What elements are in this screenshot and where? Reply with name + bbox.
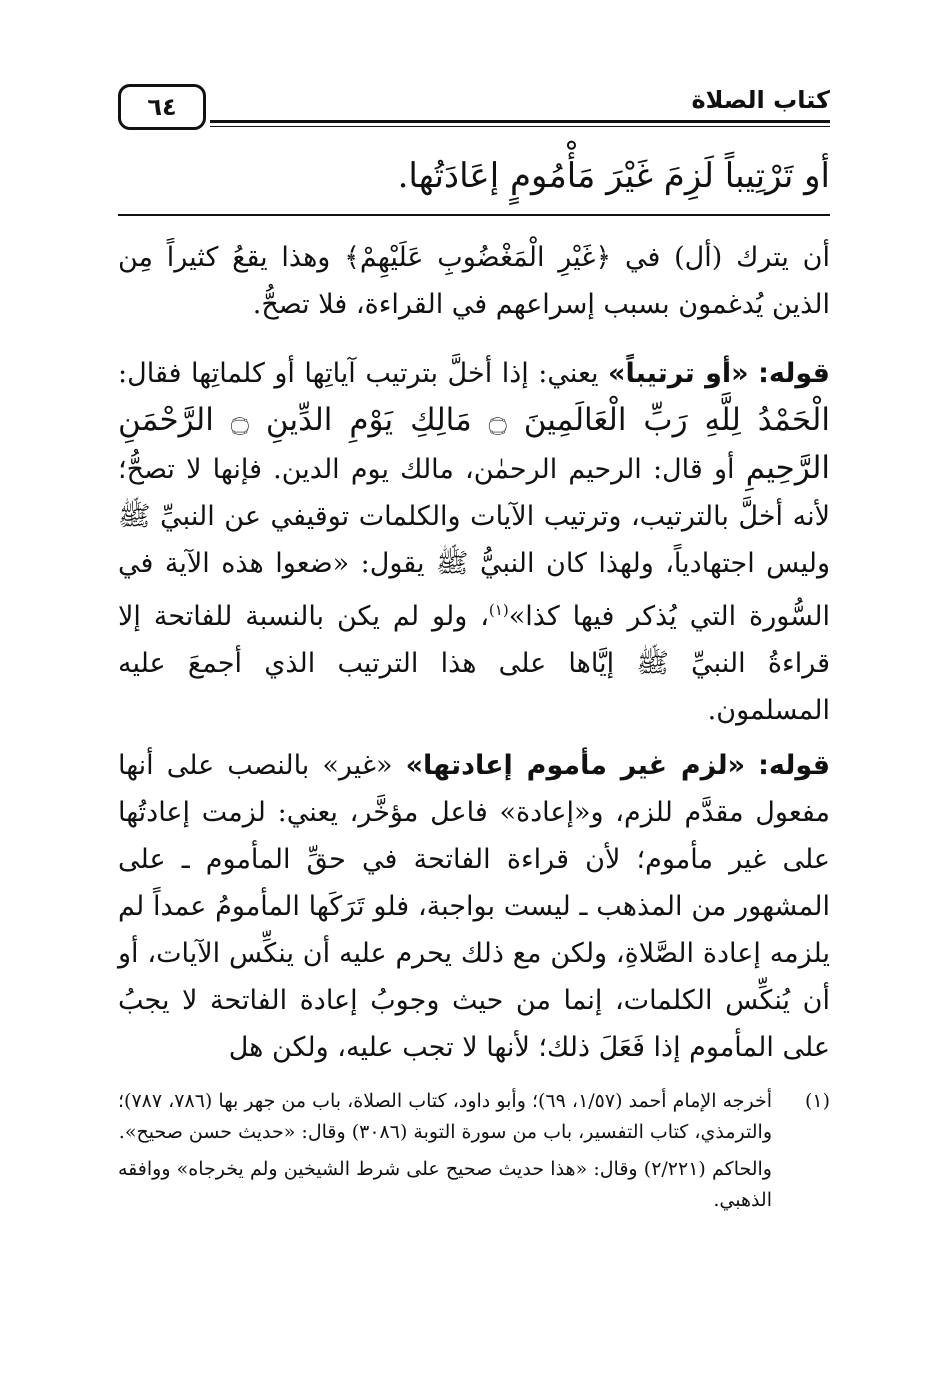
matn-text: أو تَرْتِيباً لَزِمَ غَيْرَ مَأْمُومٍ إعَادَتُها.	[397, 156, 830, 196]
paragraph-lead: قوله:	[758, 358, 830, 389]
paragraph-lead: قوله:	[758, 750, 830, 781]
book-title: كتاب الصلاة	[691, 86, 830, 114]
quoted-matn: «لزم غير مأموم إعادتها»	[405, 750, 746, 781]
paragraph-text: ، ولو لم يكن بالنسبة للفاتحة إلا قراءةُ النبيِّ ﷺ إيَّاها على هذا الترتيب الذي أجمعَ عليه المسلمون.	[118, 601, 830, 726]
paragraph-text: «غير» بالنصب على أنها مفعول مقدَّم للزم، و«إعادة» فاعل مؤخَّر، يعني: لزمت إعادتُها على غير مأموم؛ لأن قراءة الفاتحة في حقِّ المأموم ـ على المشهور من المذهب ـ ليست بواجبة، فلو تَرَكَها المأمومُ عمداً لم يلزمه إعادة الصَّلاةِ، ولكن مع ذلك يحرم عليه أن ينكِّس الآيات، أو أن يُنكِّس الكلمات، إنما من حيث وجوبُ إعادة الفاتحة لا يجبُ على المأموم إذا فَعَلَ ذلك؛ لأنها لا تجب عليه، ولكن هل	[118, 750, 830, 1063]
paragraph-1: أن يترك (أل) في ﴿غَيْرِ الْمَغْضُوبِ عَلَيْهِمْ﴾ وهذا يقعُ كثيراً مِن الذين يُدغمون بسبب إسراعهم في القراءة، فلا تصحُّ.	[118, 242, 830, 320]
paragraph-text: يعني: إذا أخلَّ بترتيب آياتِها أو كلماتِها فقال:	[118, 358, 599, 389]
footnote-number: (١)	[804, 1090, 830, 1112]
footnote-text: والحاكم (٢/٢٢١) وقال: «هذا حديث صحيح على شرط الشيخين ولم يخرجاه» ووافقه الذهبي.	[118, 1158, 772, 1211]
paragraph-3	[118, 742, 830, 1071]
quoted-matn: «أو ترتيباً»	[608, 358, 749, 389]
paragraph-text: أو قال: الرحيم الرحمٰن، مالك يوم الدين. فإنها لا تصحُّ؛ لأنه أخلَّ بالترتيب، وترتيب الآيات والكلمات توقيفي عن النبيِّ ﷺ وليس اجتهادياً، ولهذا كان النبيُّ ﷺ يقول: «ضعوا هذه الآية في السُّورة التي يُذكر فيها كذا»	[118, 454, 830, 632]
footnote-reference[interactable]: (١)	[488, 601, 509, 619]
header-rule-thin	[210, 126, 830, 127]
quran-verses: الْحَمْدُ لِلَّهِ رَبِّ الْعَالَمِينَ ۝ مَالِكِ يَوْمِ الدِّينِ ۝ الرَّحْمَنِ الرَّحِيمِ	[118, 402, 830, 486]
header-rule	[210, 120, 830, 123]
footnote	[118, 1086, 830, 1216]
matn-separator	[118, 214, 830, 216]
paragraph-2	[118, 350, 830, 734]
footnotes	[118, 1086, 830, 1216]
page-number: ٦٤	[118, 84, 206, 130]
page-header	[118, 84, 830, 134]
footnote-text: أخرجه الإمام أحمد (١/٥٧، ٦٩)؛ وأبو داود، كتاب الصلاة، باب من جهر بها (٧٨٦، ٧٨٧)؛ والترمذي، كتاب التفسير، باب من سورة التوبة (٣٠٨٦) وقال: «حديث حسن صحيح».	[118, 1090, 773, 1143]
